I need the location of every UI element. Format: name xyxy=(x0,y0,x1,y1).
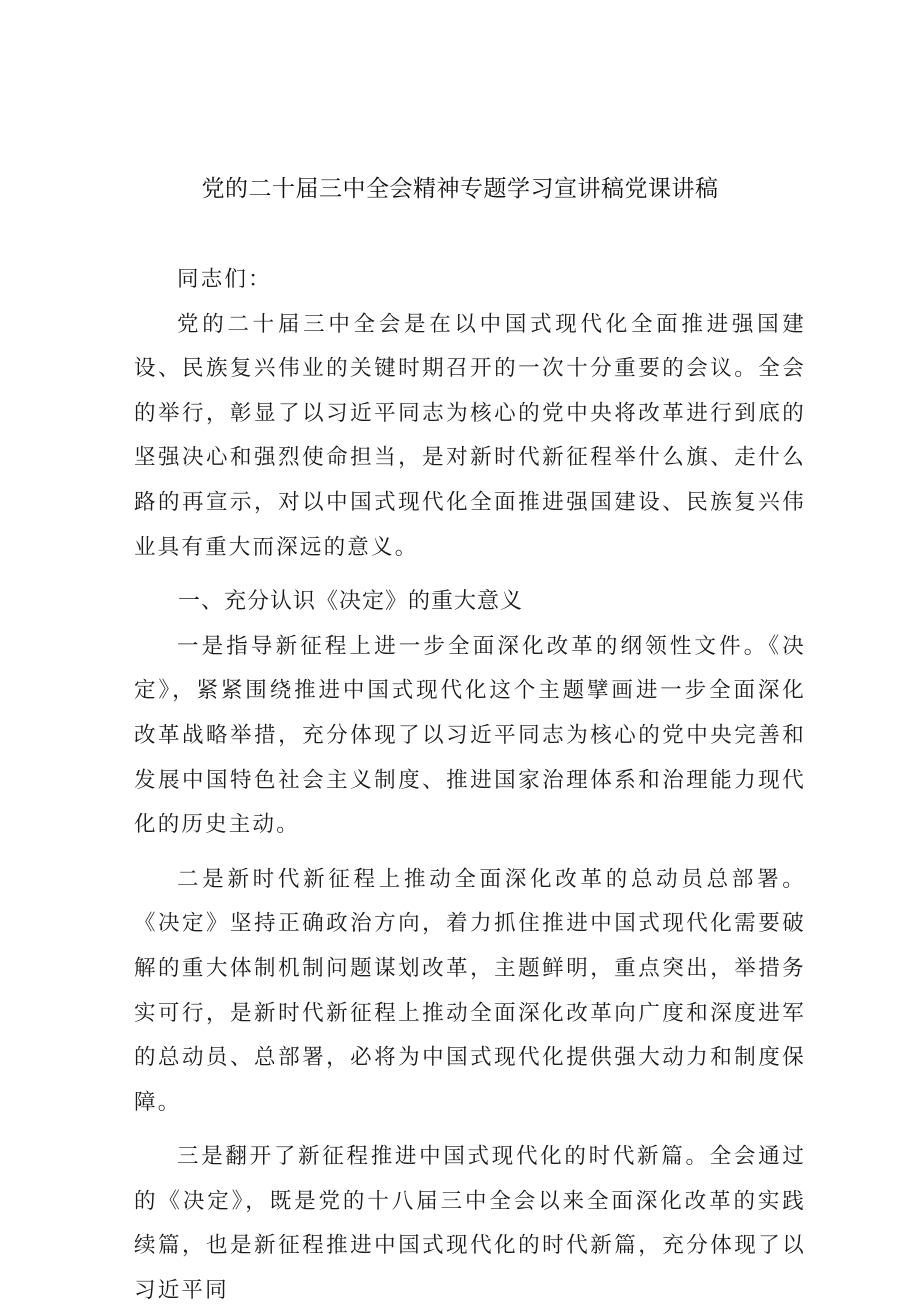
section-paragraph-2: 二是新时代新征程上推动全面深化改革的总动员总部署。《决定》坚持正确政治方向，着力抓住推进中国式现代化需要破解的重大体制机制问题谋划改革，主题鲜明，重点突出，举措务实可行，是新时代新征程上推动全面深化改革向广度和深度进军的总动员、总部署，必将为中国式现代化提供强大动力和制度保障。 xyxy=(134,866,806,1115)
document-body xyxy=(134,258,806,1314)
spacer xyxy=(134,1125,806,1135)
salutation: 同志们： xyxy=(177,267,272,292)
intro-paragraph: 党的二十届三中全会是在以中国式现代化全面推进强国建设、民族复兴伟业的关键时期召开的一次十分重要的会议。全会的举行，彰显了以习近平同志为核心的党中央将改革进行到底的坚强决心和强烈使命担当，是对新时代新征程举什么旗、走什么路的再宣示，对以中国式现代化全面推进强国建设、民族复兴伟业具有重大而深远的意义。 xyxy=(134,311,806,560)
spacer xyxy=(134,848,806,858)
section-paragraph-3: 三是翻开了新征程推进中国式现代化的时代新篇。全会通过的《决定》，既是党的十八届三中全会以来全面深化改革的实践续篇，也是新征程推进中国式现代化的时代新篇，充分体现了以习近平同 xyxy=(134,1144,806,1304)
section-heading: 一、充分认识《决定》的重大意义 xyxy=(178,589,524,615)
section-paragraph-1: 一是指导新征程上进一步全面深化改革的纲领性文件。《决定》，紧紧围绕推进中国式现代化这个主题擘画进一步全面深化改革战略举措，充分体现了以习近平同志为核心的党中央完善和发展中国特色社会主义制度、推进国家治理体系和治理能力现代化的历史主动。 xyxy=(134,633,806,838)
document-title: 党的二十届三中全会精神专题学习宣讲稿党课讲稿 xyxy=(201,176,719,202)
spacer xyxy=(134,570,806,580)
